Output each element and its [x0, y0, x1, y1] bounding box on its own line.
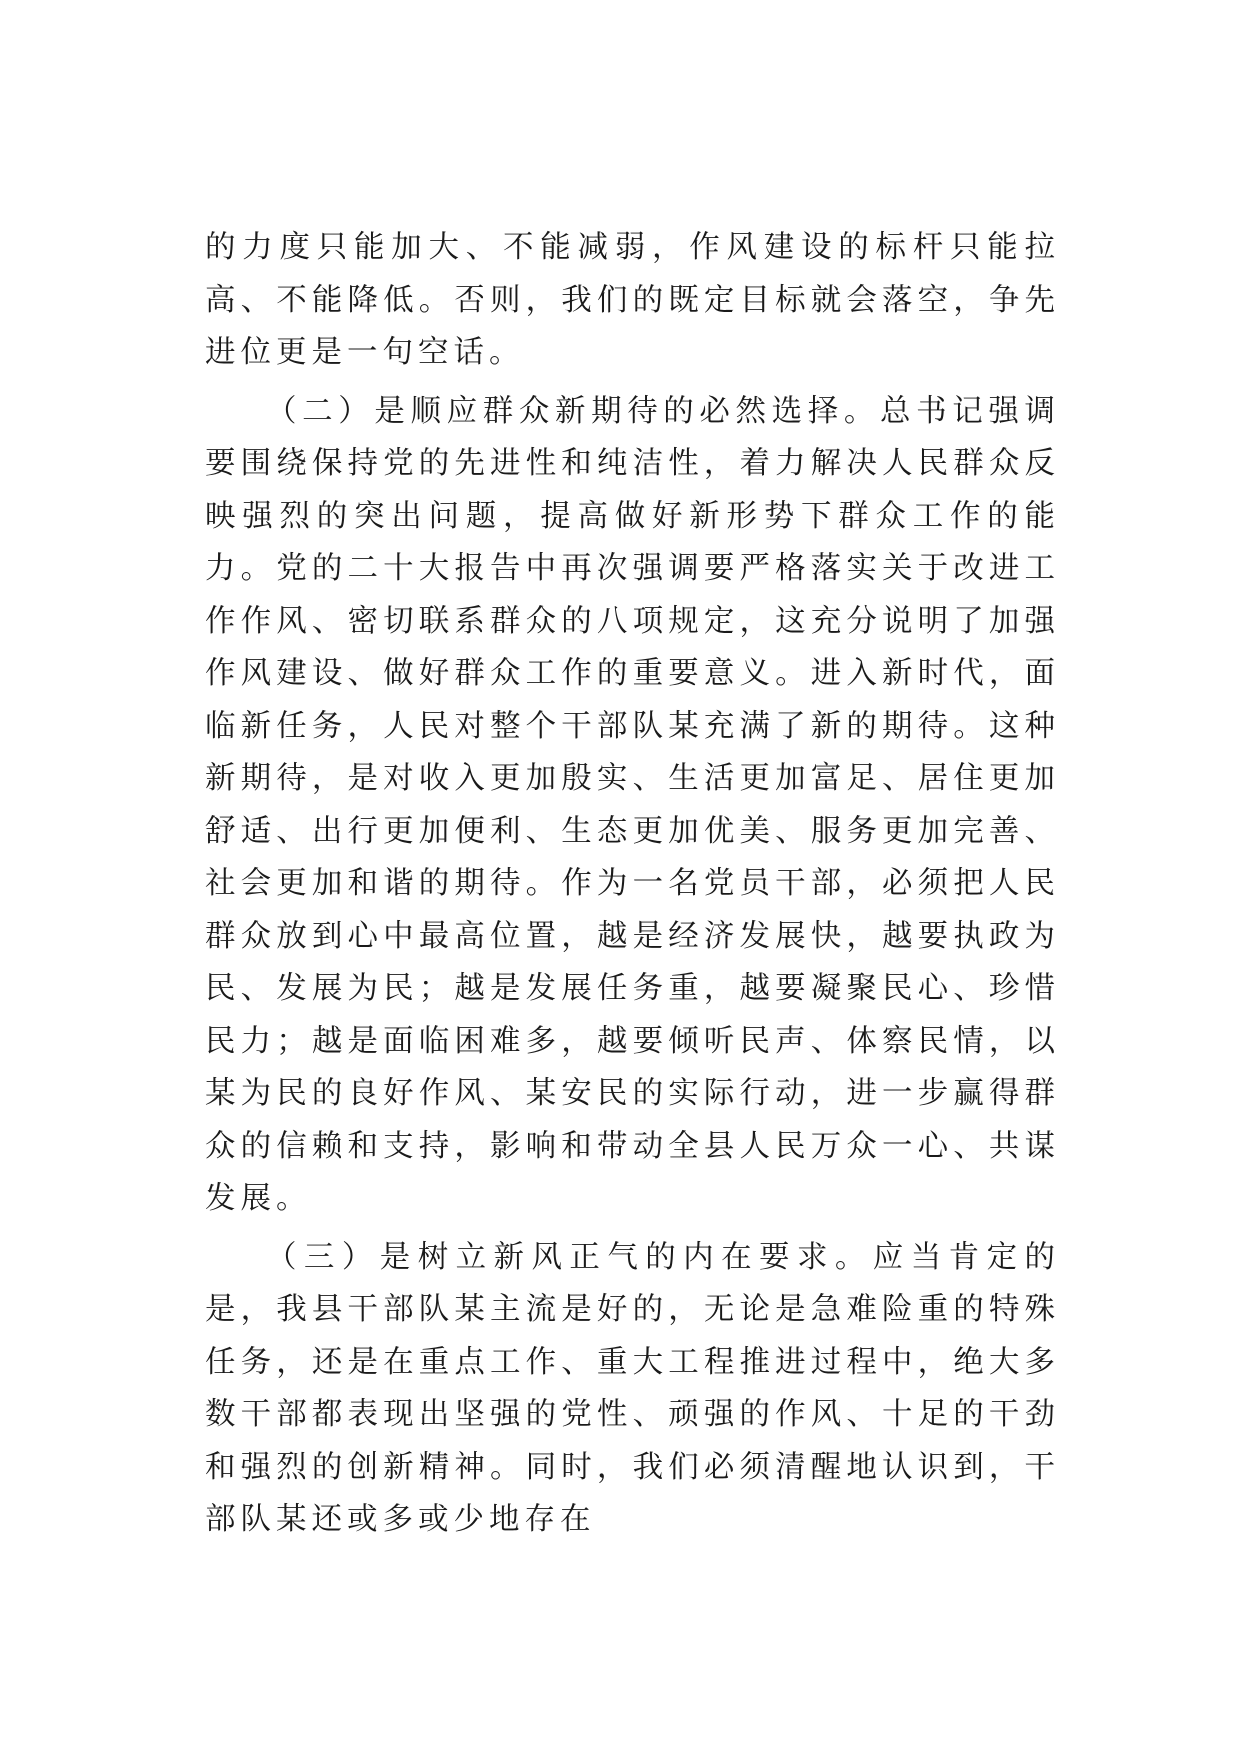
body-text: [205, 222, 1060, 1547]
paragraph-continuation: 的力度只能加大、不能减弱，作风建设的标杆只能拉高、不能降低。否则，我们的既定目标就会落空，争先进位更是一句空话。: [205, 230, 1060, 370]
paragraph-section-3: （三）是树立新风正气的内在要求。应当肯定的是，我县干部队某主流是好的，无论是急难险重的特殊任务，还是在重点工作、重大工程推进过程中，绝大多数干部都表现出坚强的党性、顽强的作风、十足的干劲和强烈的创新精神。同时，我们必须清醒地认识到，干部队某还或多或少地存在: [205, 1239, 1060, 1537]
paragraph-section-2: （二）是顺应群众新期待的必然选择。总书记强调要围绕保持党的先进性和纯洁性，着力解决人民群众反映强烈的突出问题，提高做好新形势下群众工作的能力。党的二十大报告中再次强调要严格落实关于改进工作作风、密切联系群众的八项规定，这充分说明了加强作风建设、做好群众工作的重要意义。进入新时代，面临新任务，人民对整个干部队某充满了新的期待。这种新期待，是对收入更加殷实、生活更加富足、居住更加舒适、出行更加便利、生态更加优美、服务更加完善、社会更加和谐的期待。作为一名党员干部，必须把人民群众放到心中最高位置，越是经济发展快，越要执政为民、发展为民；越是发展任务重，越要凝聚民心、珍惜民力；越是面临困难多，越要倾听民声、体察民情，以某为民的良好作风、某安民的实际行动，进一步赢得群众的信赖和支持，影响和带动全县人民万众一心、共谋发展。: [205, 393, 1060, 1216]
